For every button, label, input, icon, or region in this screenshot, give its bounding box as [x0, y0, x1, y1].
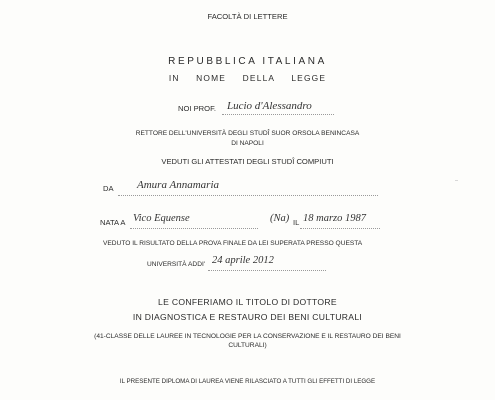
- rector-role-line1: RETTORE DELL'UNIVERSITÀ DEGLI STUDÎ SUOR ORSOLA BENINCASA: [135, 130, 360, 137]
- seen-certificates: VEDUTI GLI ATTESTATI DEGLI STUDÎ COMPIUTI: [161, 157, 334, 166]
- birth-date-line: [300, 228, 380, 229]
- birthplace-line: [130, 228, 258, 229]
- exam-date-line: [208, 270, 326, 271]
- in-name-of-law: IN NOME DELLA LEGGE: [168, 73, 327, 83]
- exam-date: 24 aprile 2012: [212, 255, 274, 266]
- birthplace: Vico Equense: [133, 213, 190, 224]
- rector-name: Lucio d'Alessandro: [227, 100, 312, 112]
- rector-role-line2: DI NAPOLI: [231, 140, 264, 147]
- recipient-name: Amura Annamaria: [137, 179, 219, 191]
- republic-title: REPUBBLICA ITALIANA: [168, 56, 327, 67]
- signatory-prefix: NOI PROF.: [178, 104, 216, 113]
- born-label: NATA A: [100, 218, 126, 227]
- degree-class-line2: CULTURALI): [228, 342, 267, 349]
- birth-date: 18 marzo 1987: [303, 213, 367, 224]
- degree-conferral: LE CONFERIAMO IL TITOLO DI DOTTORE: [158, 297, 337, 307]
- seen-result: VEDUTO IL RISULTATO DELLA PROVA FINALE DA LEI SUPERATA PRESSO QUESTA: [103, 240, 363, 247]
- da-label: DA: [103, 184, 114, 193]
- degree-discipline: IN DIAGNOSTICA E RESTAURO DEI BENI CULTURALI: [132, 312, 363, 322]
- rector-name-line: [222, 114, 334, 115]
- paper-speck: [455, 180, 458, 181]
- recipient-name-line: [118, 195, 378, 196]
- province: (Na): [270, 213, 290, 224]
- legal-note: IL PRESENTE DIPLOMA DI LAUREA VIENE RILASCIATO A TUTTI GLI EFFETTI DI LEGGE: [119, 378, 376, 385]
- degree-class-line1: (41-CLASSE DELLE LAUREE IN TECNOLOGIE PER LA CONSERVAZIONE E IL RESTAURO DEI BENI: [94, 333, 401, 340]
- il-label: IL: [293, 218, 300, 227]
- university-label: UNIVERSITÀ ADDI': [147, 261, 206, 268]
- faculty-heading: FACOLTÀ DI LETTERE: [207, 12, 288, 21]
